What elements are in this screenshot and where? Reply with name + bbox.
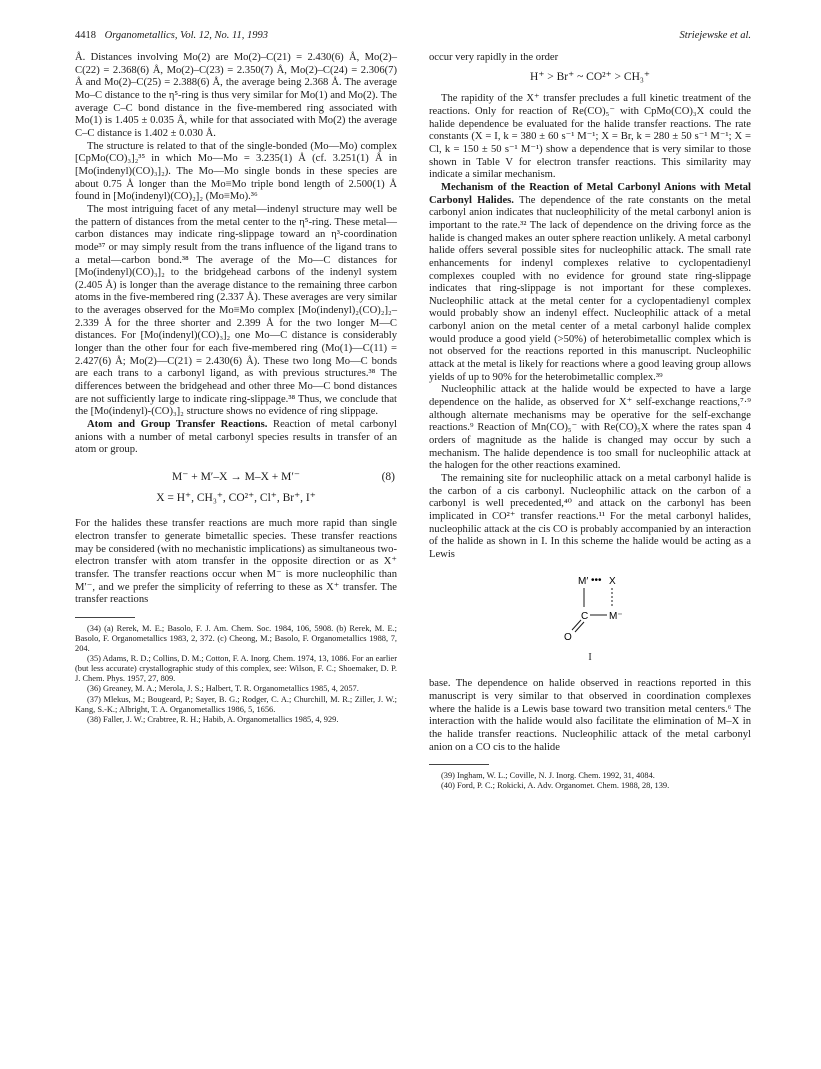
- page-header: [75, 30, 751, 46]
- paragraph: For the halides these transfer reactions are much more rapid than single electron transfer to generate bimetallic species. These transfer reactions may be considered (with no mechanistic implications) as simultaneous two-electron transfer with atom transfer in the opposite direction or as X⁺ transfer. The transfer reactions occur when M⁻ is more nucleophilic than M′⁻, and we prefer the simplicity of referring to these as X⁺ transfer. The transfer reactions: [75, 518, 397, 606]
- header-left: [75, 30, 268, 41]
- right-column: [429, 52, 751, 791]
- reference-35: (35) Adams, R. D.; Collins, D. M.; Cotton, F. A. Inorg. Chem. 1974, 13, 1086. For an earlier (but less accurate) crystallographic study of this complex, see: Wilson, F. C.; Shoemaker, D. P. J. Chem. Phys. 1957, 27, 809.: [75, 654, 397, 684]
- footnote-rule: [75, 617, 135, 618]
- reference-37: (37) Mlekus, M.; Bougeard, P.; Sayer, B. G.; Rodger, C. A.; Churchill, M. R.; Ziller, J. W.; Kang, S.-K.; Albright, T. A. Organometallics 1986, 5, 1656.: [75, 694, 397, 714]
- scheme-caption: I: [588, 651, 592, 663]
- paragraph: base. The dependence on halide observed in reactions reported in this manuscript is very similar to that observed in coordination complexes where the halide is a Lewis base toward two transition metal centers.⁶ The interaction with the halide would also facilitate the elimination of M–X in the halide transfer reactions. Nucleophilic attack of the metal carbonyl anion on a CO cis to the halide: [429, 678, 751, 753]
- running-authors: Striejewske et al.: [679, 30, 751, 41]
- page-number: 4418: [75, 30, 96, 41]
- reference-39: (39) Ingham, W. L.; Coville, N. J. Inorg. Chem. 1992, 31, 4084.: [441, 771, 655, 781]
- paragraph-text: Reaction of metal carbonyl anions with a number of metal carbonyl species results in transfer of an atom or group.: [75, 419, 397, 456]
- reference-38: (38) Faller, J. W.; Crabtree, R. H.; Habib, A. Organometallics 1985, 4, 929.: [87, 714, 339, 724]
- equation-8: [75, 471, 397, 484]
- equation-number: (8): [381, 471, 395, 483]
- scheme-double-bond-1: [572, 620, 581, 630]
- paragraph: The structure is related to that of the single-bonded (Mo—Mo) complex [CpMo(CO)₃]₂³⁵ in which Mo—Mo = 3.235(1) Å (cf. 3.251(1) Å in [Mo(indenyl)(CO)₃]₂). The Mo—Mo single bonds in these species are about 0.75 Å longer than the Mo≡Mo triple bond length of 2.500(1) Å found in [Mo(indenyl)(CO)₂]₂ (Mo≡Mo).³⁶: [75, 140, 397, 203]
- paragraph: Å. Distances involving Mo(2) are Mo(2)–C(21) = 2.430(6) Å, Mo(2)–C(22) = 2.368(6) Å, Mo(2)–C(23) = 2.350(7) Å, Mo(2)–C(24) = 2.306(7) Å and Mo(2)–C(25) = 2.388(6) Å, the average being 2.368 Å. The average Mo–C distance to the η⁵-ring is thus very similar for Mo(1) and Mo(2). The average C–C bond distance in the five-membered ring associated with Mo(1) is 1.405 ± 0.035 Å, while for that associated with Mo(2) the average C–C distance is 1.402 ± 0.030 Å.: [75, 52, 397, 139]
- scheme-diagram: [530, 570, 650, 648]
- reference-36: (36) Greaney, M. A.; Merola, J. S.; Halbert, T. R. Organometallics 1985, 4, 2057.: [87, 684, 359, 694]
- paragraph: occur very rapidly in the order: [429, 52, 559, 63]
- footnote-rule: [429, 764, 489, 765]
- paragraph: The remaining site for nucleophilic attack on a metal carbonyl halide is the carbon of a cis carbonyl. Nucleophilic attack on the carbon of a carbonyl is well precedented,⁴⁰ and attack on the carbonyl has been implicated in CO²⁺ transfer reactions.¹¹ For the metal carbonyl halides, nucleophilic attack at the cis CO is probably accompanied by an interaction of the halide as shown in I. In this scheme the halide would be acting as a Lewis: [429, 473, 751, 560]
- section-heading: Mechanism of the Reaction of Metal Carbonyl Anions with Metal Carbonyl Halides.: [429, 181, 751, 206]
- scheme-mprime-label: M′: [578, 575, 589, 587]
- scheme-m-label: M⁻: [609, 610, 623, 622]
- equation-text: M⁻ + M′–X → M–X + M′⁻: [172, 471, 300, 483]
- scheme-dots: •••: [591, 574, 602, 586]
- reference-34: (34) (a) Rerek, M. E.; Basolo, F. J. Am. Chem. Soc. 1984, 106, 5908. (b) Rerek, M. E.; Basolo, F. Organometallics 1983, 2, 372. (c) Cheong, M.; Basolo, F. Organometallics 1988, 7, 204.: [75, 623, 397, 654]
- equation-x-values: X = H⁺, CH₃⁺, CO²⁺, Cl⁺, Br⁺, I⁺: [156, 491, 316, 504]
- section-paragraph: [429, 182, 751, 385]
- left-column: [75, 52, 397, 725]
- reference-40: (40) Ford, P. C.; Rokicki, A. Adv. Organomet. Chem. 1988, 28, 139.: [441, 781, 670, 791]
- paragraph-text: The dependence of the rate constants on the metal carbonyl anion indicates that nucleophilicity of the metal carbonyl anion is important to the rate.³² The lack of dependence on the driving force as the halide is changed makes an outer sphere reaction unlikely. A metal carbonyl halide offers several possible sites for nucleophilic attack. The small rate enhancements for indenyl complexes relative to cyclopentadienyl complexes coupled with no evidence for ground state ring-slippage indicates that ring-slippage is not important for these complexes. Nucleophilic attack at the metal center for a cyclopentadienyl complex would probably show an indenyl effect. Nucleophilic attack of a metal carbonyl anion on the metal center of a metal carbonyl halide complex would produce a good yield (>50%) of heterobimetallic complex which is not observed for the reactions reported in this manuscript. Nucleophilic attack at the metal is likely for reactions where a good leaving group allows yields of up to 90% for the heterobimetallic complex.³⁹: [429, 194, 751, 383]
- scheme-c-label: C: [581, 610, 589, 622]
- scheme-x-label: X: [609, 575, 616, 587]
- paragraph: The rapidity of the X⁺ transfer precludes a full kinetic treatment of the reactions. Only for reaction of Re(CO)₅⁻ with CpMo(CO)₃X could the halide dependence be evaluated for the halide transfer reactions. The rate constants (X = I, k = 380 ± 60 s⁻¹ M⁻¹; X = Br, k = 280 ± 50 s⁻¹ M⁻¹; X = Cl, k = 150 ± 50 s⁻¹ M⁻¹) show a dependence that is very similar to those shown in Table V for electron transfer reactions. This similarity may indicate a similar mechanism.: [429, 93, 751, 181]
- journal-citation: Organometallics, Vol. 12, No. 11, 1993: [104, 30, 268, 41]
- scheme-double-bond-2: [575, 622, 584, 632]
- paragraph: The most intriguing facet of any metal—indenyl structure may well be the pattern of distances from the metal center to the η⁵-ring. These metal—carbon distances may indicate ring-slippage toward an η³-coordination mode³⁷ or may simply result from the trans influence of the ligand trans to a metal—carbon bond.³⁸ The average of the Mo—C distances for [Mo(indenyl)(CO)₃]₂ to the bridgehead carbons of the indenyl system (2.405 Å) is longer than the average distance to the remaining three carbon atoms in the five-membered ring (2.337 Å). These averages are very similar to the averages observed for the Mo≡Mo complex [Mo(indenyl)₂(CO)₂]₂–2.339 Å for the three shorter and 2.399 Å for the two longer M—C distances. For [Mo(indenyl)(CO)₃]₂ one Mo—C distance is considerably longer than the other four for each five-membered ring (Mo(1)—C(11) = 2.427(6) Å; Mo(2)—C(21) = 2.430(6) Å). These two long Mo—C bonds are each trans to a carbonyl ligand, as with previous structures.³⁸ The differences between the bridgehead and other three Mo—C bond distances are not sufficiently large to indicate ring-slippage.³⁸ Thus, we conclude that the [Mo(indenyl)-(CO)₃]₂ structure shows no evidence of ring slippage.: [75, 203, 397, 418]
- scheme-o-label: O: [564, 631, 572, 643]
- section-heading: Atom and Group Transfer Reactions.: [87, 419, 268, 431]
- section-paragraph: [75, 419, 397, 457]
- reactivity-order: H⁺ > Br⁺ ~ CO²⁺ > CH₃⁺: [530, 70, 650, 83]
- paragraph: Nucleophilic attack at the halide would be expected to have a large dependence on the halide, as observed for X⁺ self-exchange reactions,⁷·⁹ although alternate mechanisms may be operative for the self-exchange reactions.⁹ Reaction of Mn(CO)₅⁻ with Re(CO)₅X where the rates span 4 orders of magnitude as the halide is changed may occur by such a mechanism. The halide dependence is too small for nucleophilic attack at the halogen for the other reactions examined.: [429, 384, 751, 472]
- reference-list: [75, 624, 397, 725]
- reference-list: [429, 771, 751, 791]
